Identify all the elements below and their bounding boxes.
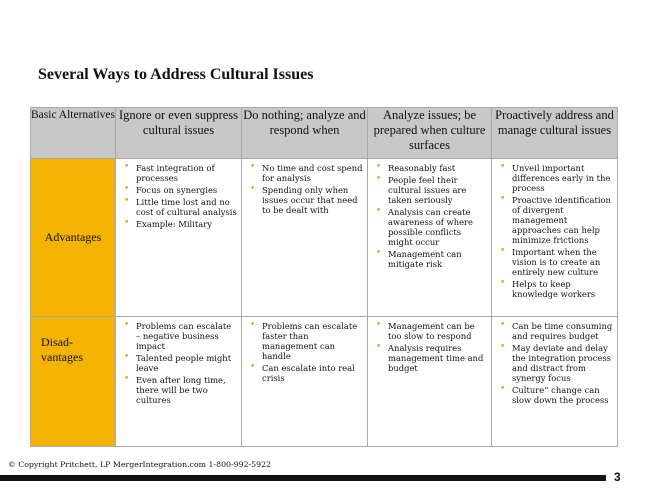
bullet-icon: • (250, 320, 256, 330)
bullet-item (124, 353, 237, 373)
bullet-text: Reasonably fast (388, 163, 456, 173)
slide-title: Several Ways to Address Cultural Issues (38, 66, 314, 83)
bullet-item (124, 375, 237, 405)
bullet-text: Problems can escalate – negative business impact (136, 321, 232, 351)
bullet-item (376, 249, 487, 269)
bullet-text: Proactive identification of divergent management approaches can help minimize frictions (512, 195, 611, 245)
bullet-text: Analysis requires management time and budget (388, 343, 484, 373)
bullet-text: Little time lost and no cost of cultural analysis (136, 197, 237, 217)
bullet-icon: • (124, 320, 130, 330)
bullet-item (250, 363, 363, 383)
header-analyze: Analyze issues; be prepared when culture surfaces (368, 108, 492, 159)
bullet-text: Talented people might leave (136, 353, 232, 373)
bullet-icon: • (500, 162, 506, 172)
bullet-item (500, 321, 613, 341)
bullet-icon: • (124, 374, 130, 384)
bullet-item (500, 247, 613, 277)
row-label-advantages: Advantages (31, 159, 116, 317)
bullet-icon: • (500, 194, 506, 204)
bullet-list (368, 317, 491, 373)
bullet-item (250, 321, 363, 361)
bullet-item (500, 385, 613, 405)
bullet-text: Can be time consuming and requires budget (512, 321, 613, 341)
bullet-text: Analysis can create awareness of where possible conflicts might occur (388, 207, 474, 247)
bullet-icon: • (500, 278, 506, 288)
header-row (31, 108, 618, 159)
bullet-icon: • (500, 320, 506, 330)
bullet-item (376, 321, 487, 341)
bullet-item (250, 163, 363, 183)
bullet-item (500, 163, 613, 193)
bullet-text: Can escalate into real crisis (262, 363, 355, 383)
bullet-icon: • (250, 162, 256, 172)
bullet-list (242, 159, 367, 215)
bullet-list (492, 159, 617, 299)
comparison-table (30, 107, 618, 447)
row-label-disadvantages-text: Disad- vantages (41, 335, 83, 364)
bullet-icon: • (124, 184, 130, 194)
footer-bar (0, 475, 606, 481)
bullet-item (124, 163, 237, 183)
bullet-text: Important when the vision is to create an entirely new culture (512, 247, 601, 277)
bullet-icon: • (500, 246, 506, 256)
bullet-icon: • (500, 384, 506, 394)
bullet-icon: • (250, 184, 256, 194)
bullet-icon: • (500, 342, 506, 352)
bullet-icon: • (376, 206, 382, 216)
bullet-list (492, 317, 617, 405)
header-proactive: Proactively address and manage cultural issues (492, 108, 618, 159)
bullet-item (124, 197, 237, 217)
bullet-icon: • (376, 162, 382, 172)
header-do-nothing: Do nothing; analyze and respond when (242, 108, 368, 159)
bullet-text: Spending only when issues occur that need to be dealt with (262, 185, 358, 215)
bullet-text: No time and cost spend for analysis (262, 163, 363, 183)
bullet-item (376, 175, 487, 205)
bullet-text: Helps to keep knowledge workers (512, 279, 596, 299)
bullet-item (500, 195, 613, 245)
bullet-text: Focus on synergies (136, 185, 218, 195)
bullet-item (376, 343, 487, 373)
advantages-row (31, 159, 618, 317)
bullet-icon: • (376, 248, 382, 258)
bullet-text: People feel their cultural issues are taken seriously (388, 175, 467, 205)
header-basic-alternatives: Basic Alternatives (31, 108, 116, 159)
bullet-text: May deviate and delay the integration process and distract from synergy focus (512, 343, 611, 383)
bullet-icon: • (124, 352, 130, 362)
bullet-item (500, 279, 613, 299)
bullet-item (500, 343, 613, 383)
bullet-item (124, 321, 237, 351)
bullet-text: Fast integration of processes (136, 163, 215, 183)
page-number: 3 (614, 470, 621, 484)
bullet-text: Example: Military (136, 219, 212, 229)
bullet-icon: • (250, 362, 256, 372)
copyright-footer: © Copyright Pritchett, LP MergerIntegration.com 1-800-992-5922 (8, 460, 272, 469)
bullet-icon: • (376, 174, 382, 184)
bullet-text: Culture“ change can slow down the process (512, 385, 609, 405)
bullet-icon: • (124, 162, 130, 172)
bullet-item (376, 163, 487, 173)
header-ignore: Ignore or even suppress cultural issues (116, 108, 242, 159)
bullet-text: Unveil important differences early in the process (512, 163, 611, 193)
bullet-text: Management can be too slow to respond (388, 321, 475, 341)
bullet-text: Management can mitigate risk (388, 249, 462, 269)
bullet-list (242, 317, 367, 383)
row-label-disadvantages (31, 317, 116, 447)
bullet-item (124, 185, 237, 195)
bullet-list (116, 159, 241, 229)
bullet-text: Even after long time, there will be two cultures (136, 375, 226, 405)
bullet-icon: • (124, 218, 130, 228)
bullet-item (250, 185, 363, 215)
bullet-icon: • (376, 342, 382, 352)
bullet-icon: • (376, 320, 382, 330)
bullet-icon: • (124, 196, 130, 206)
disadvantages-row (31, 317, 618, 447)
bullet-list (116, 317, 241, 405)
bullet-item (124, 219, 237, 229)
bullet-list (368, 159, 491, 269)
bullet-text: Problems can escalate faster than management can handle (262, 321, 358, 361)
bullet-item (376, 207, 487, 247)
